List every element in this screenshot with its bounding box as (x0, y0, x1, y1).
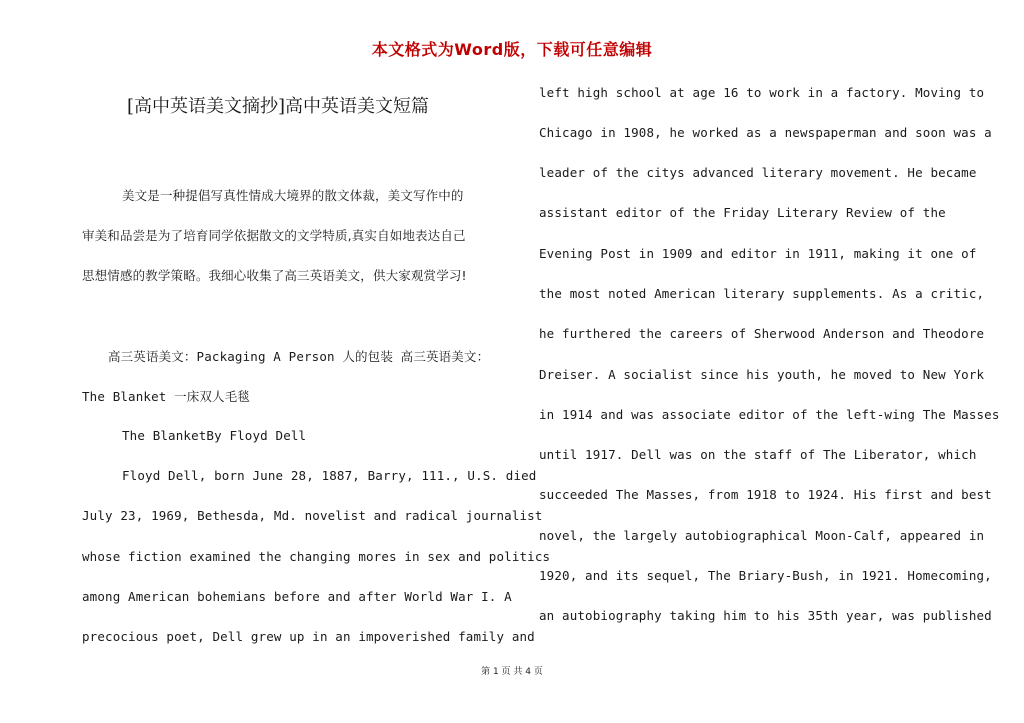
body-line: until 1917. Dell was on the staff of The Liberator, which (539, 447, 977, 462)
body-line: left high school at age 16 to work in a factory. Moving to (539, 85, 985, 100)
body-line: Floyd Dell, born June 28, 1887, Barry, 111., U.S. died (122, 468, 537, 483)
body-line: 美文是一种提倡写真性情成大境界的散文体裁，美文写作中的 (122, 188, 464, 203)
body-line: succeeded The Masses, from 1918 to 1924. His first and best (539, 487, 992, 502)
body-line: the most noted American literary supplements. As a critic, (539, 286, 985, 301)
body-line: assistant editor of the Friday Literary Review of the (539, 205, 946, 220)
body-line: July 23, 1969, Bethesda, Md. novelist and radical journalist (82, 508, 543, 523)
body-line: 高三英语美文：Packaging A Person 人的包装 高三英语美文： (108, 349, 490, 364)
page-number: 第 1 页 共 4 页 (481, 667, 543, 677)
body-line: in 1914 and was associate editor of the left-wing The Masses (539, 407, 1000, 422)
body-line: he furthered the careers of Sherwood Anderson and Theodore (539, 326, 985, 341)
document-title: [高中英语美文摘抄]高中英语美文短篇 (127, 96, 430, 117)
body-line: The Blanket 一床双人毛毯 (82, 389, 251, 404)
body-line: The BlanketBy Floyd Dell (122, 428, 307, 443)
body-line: 审美和品尝是为了培育同学依据散文的文学特质,真实自如地表达自己 (82, 228, 466, 243)
body-line: an autobiography taking him to his 35th year, was published (539, 608, 992, 623)
body-line: precocious poet, Dell grew up in an impoverished family and (82, 629, 535, 644)
body-line: leader of the citys advanced literary movement. He became (539, 165, 977, 180)
body-line: Dreiser. A socialist since his youth, he moved to New York (539, 367, 985, 382)
body-line: 1920, and its sequel, The Briary-Bush, in 1921. Homecoming, (539, 568, 992, 583)
body-line: novel, the largely autobiographical Moon-Calf, appeared in (539, 528, 985, 543)
document-banner: 本文格式为Word版，下载可任意编辑 (371, 40, 653, 59)
body-line: whose fiction examined the changing mores in sex and politics (82, 549, 551, 564)
body-line: 思想情感的教学策略。我细心收集了高三英语美文，供大家观赏学习! (82, 268, 467, 283)
body-line: Evening Post in 1909 and editor in 1911, making it one of (539, 246, 977, 261)
body-line: among American bohemians before and after World War I. A (82, 589, 512, 604)
body-line: Chicago in 1908, he worked as a newspaperman and soon was a (539, 125, 992, 140)
